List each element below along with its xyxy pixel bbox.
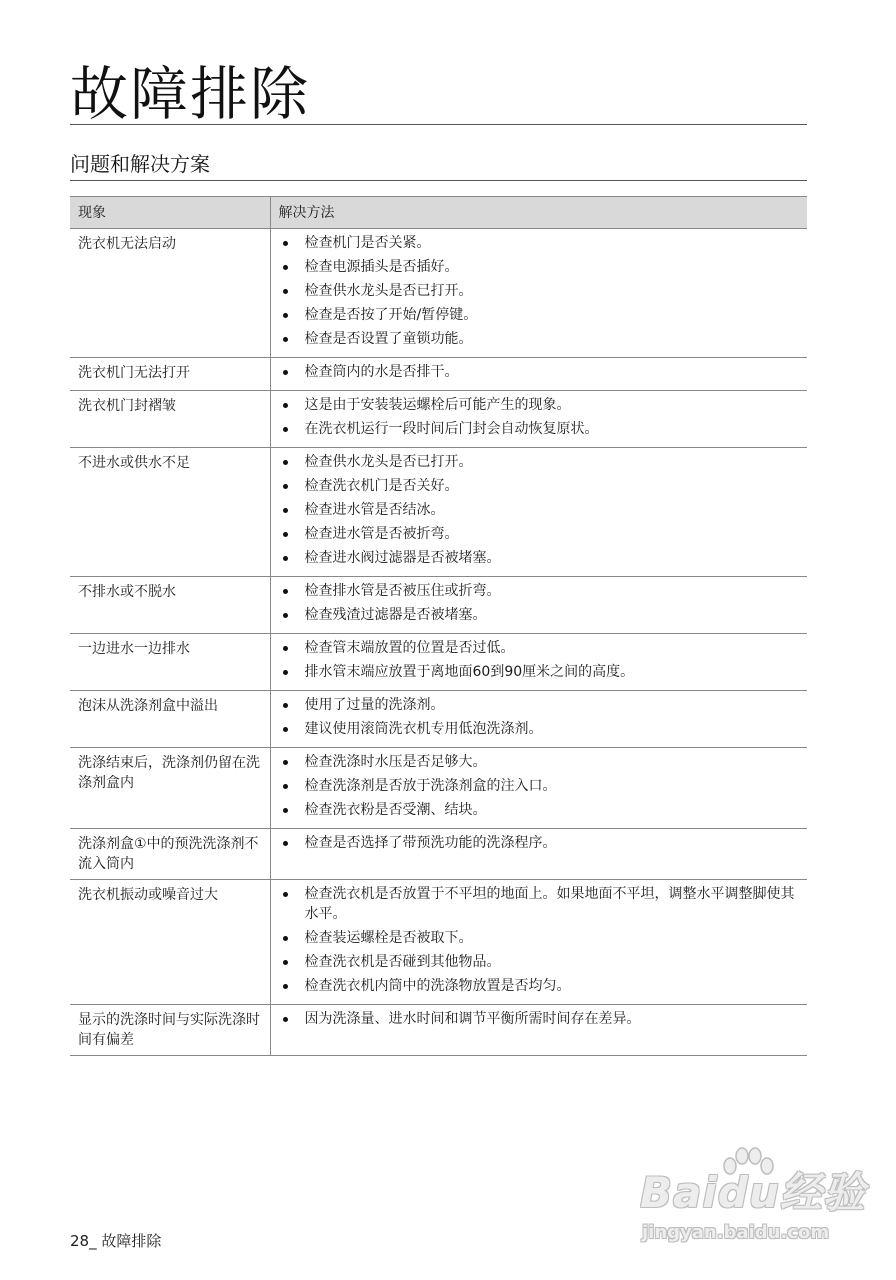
solution-item: 检查装运螺栓是否被取下。 (279, 928, 800, 948)
solution-list (279, 452, 800, 568)
solution-item: 检查洗涤剂是否放于洗涤剂盒的注入口。 (279, 776, 800, 796)
watermark-url: jingyan.baidu.com (642, 1222, 830, 1243)
symptom-cell: 一边进水一边排水 (70, 634, 270, 691)
page-title: 故障排除 (70, 60, 311, 128)
solution-item: 检查电源插头是否插好。 (279, 257, 800, 277)
solution-item: 检查是否选择了带预洗功能的洗涤程序。 (279, 833, 800, 853)
table-row (70, 691, 807, 748)
solution-item: 检查洗衣粉是否受潮、结块。 (279, 800, 800, 820)
solution-item: 使用了过量的洗涤剂。 (279, 695, 800, 715)
solution-item: 排水管末端应放置于离地面60到90厘米之间的高度。 (279, 662, 800, 682)
watermark-logo: Baidu经验 (640, 1168, 866, 1217)
header-solution: 解决方法 (270, 197, 807, 229)
solution-item: 因为洗涤量、进水时间和调节平衡所需时间存在差异。 (279, 1009, 800, 1029)
solution-cell (270, 448, 807, 577)
title-divider (70, 124, 807, 125)
solution-list (279, 695, 800, 739)
solution-item: 检查洗衣机内筒中的洗涤物放置是否均匀。 (279, 976, 800, 996)
symptom-cell: 泡沫从洗涤剂盒中溢出 (70, 691, 270, 748)
solution-item: 检查进水管是否结冰。 (279, 500, 800, 520)
section-title: 问题和解决方案 (70, 152, 210, 176)
solution-item: 检查洗衣机门是否关好。 (279, 476, 800, 496)
symptom-cell: 洗衣机门封褶皱 (70, 391, 270, 448)
solution-item: 检查洗涤时水压是否足够大。 (279, 752, 800, 772)
solution-item: 检查管末端放置的位置是否过低。 (279, 638, 800, 658)
header-symptom: 现象 (70, 197, 270, 229)
watermark (636, 1142, 866, 1252)
table-row (70, 358, 807, 391)
table-body (70, 229, 807, 1056)
solution-cell (270, 1005, 807, 1056)
solution-list (279, 581, 800, 625)
solution-list (279, 1009, 800, 1029)
solution-item: 检查是否设置了童锁功能。 (279, 329, 800, 349)
solution-cell (270, 577, 807, 634)
solution-item: 检查机门是否关紧。 (279, 233, 800, 253)
solution-list (279, 833, 800, 853)
solution-list (279, 233, 800, 349)
section-divider (70, 180, 807, 181)
symptom-cell: 洗衣机振动或噪音过大 (70, 880, 270, 1005)
solution-cell (270, 358, 807, 391)
solution-item: 检查是否按了开始/暂停键。 (279, 305, 800, 325)
solution-cell (270, 691, 807, 748)
table-row (70, 448, 807, 577)
solution-list (279, 884, 800, 996)
symptom-cell: 洗衣机门无法打开 (70, 358, 270, 391)
table-row (70, 748, 807, 829)
solution-list (279, 752, 800, 820)
solution-item: 检查洗衣机是否放置于不平坦的地面上。如果地面不平坦，调整水平调整脚使其水平。 (279, 884, 800, 924)
solution-item: 检查筒内的水是否排干。 (279, 362, 800, 382)
solution-cell (270, 391, 807, 448)
troubleshooting-table (70, 196, 807, 1056)
solution-list (279, 395, 800, 439)
solution-cell (270, 829, 807, 880)
solution-item: 检查进水管是否被折弯。 (279, 524, 800, 544)
table-row (70, 577, 807, 634)
solution-item: 检查排水管是否被压住或折弯。 (279, 581, 800, 601)
solution-cell (270, 748, 807, 829)
symptom-cell: 洗衣机无法启动 (70, 229, 270, 358)
solution-item: 检查进水阀过滤器是否被堵塞。 (279, 548, 800, 568)
solution-list (279, 362, 800, 382)
symptom-cell: 不进水或供水不足 (70, 448, 270, 577)
solution-item: 建议使用滚筒洗衣机专用低泡洗涤剂。 (279, 719, 800, 739)
solution-item: 检查供水龙头是否已打开。 (279, 452, 800, 472)
symptom-cell: 显示的洗涤时间与实际洗涤时间有偏差 (70, 1005, 270, 1056)
solution-cell (270, 880, 807, 1005)
solution-item: 在洗衣机运行一段时间后门封会自动恢复原状。 (279, 419, 800, 439)
solution-cell (270, 229, 807, 358)
table-row (70, 634, 807, 691)
symptom-cell: 洗涤剂盒①中的预洗洗涤剂不流入筒内 (70, 829, 270, 880)
table-row (70, 829, 807, 880)
table-row (70, 229, 807, 358)
table-row (70, 880, 807, 1005)
solution-item: 检查洗衣机是否碰到其他物品。 (279, 952, 800, 972)
table-row (70, 1005, 807, 1056)
solution-item: 这是由于安装装运螺栓后可能产生的现象。 (279, 395, 800, 415)
table-row (70, 391, 807, 448)
solution-item: 检查供水龙头是否已打开。 (279, 281, 800, 301)
solution-item: 检查残渣过滤器是否被堵塞。 (279, 605, 800, 625)
symptom-cell: 不排水或不脱水 (70, 577, 270, 634)
page-footer: 28_ 故障排除 (70, 1232, 162, 1250)
solution-list (279, 638, 800, 682)
solution-cell (270, 634, 807, 691)
table-header-row (70, 197, 807, 229)
symptom-cell: 洗涤结束后，洗涤剂仍留在洗涤剂盒内 (70, 748, 270, 829)
